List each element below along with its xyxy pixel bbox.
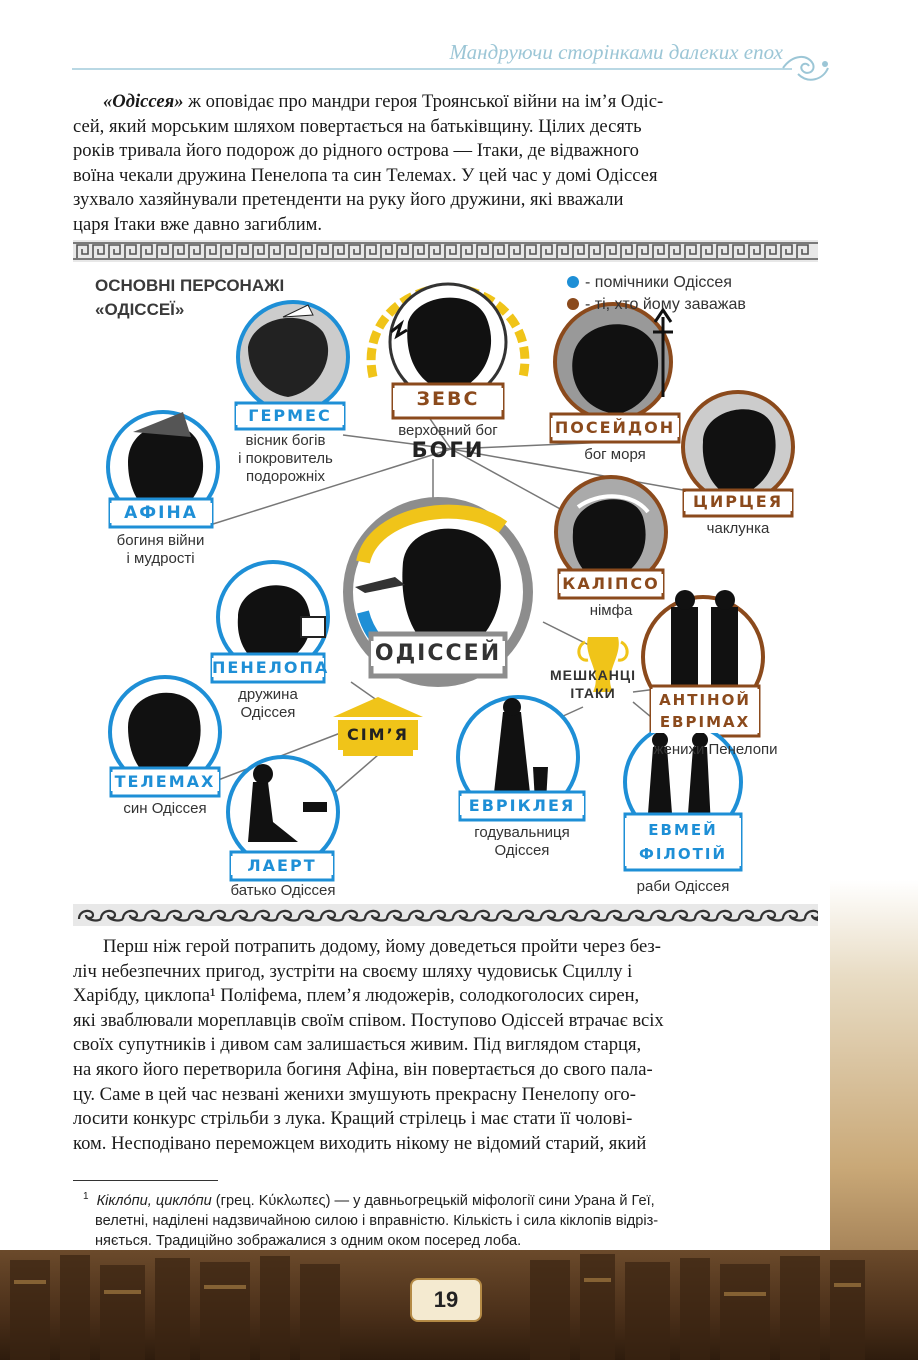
calypso-caption: німфа — [589, 602, 633, 619]
poseidon-caption: бог моря — [584, 446, 646, 463]
athena-name: АФІНА — [110, 503, 212, 523]
poseidon-name: ПОСЕЙДОН — [551, 418, 679, 437]
athena-caption — [98, 532, 223, 568]
diagram-title-line: ОСНОВНІ ПЕРСОНАЖІ — [95, 276, 285, 295]
greek-wave-border-bottom — [73, 904, 818, 926]
intro-paragraph — [73, 90, 818, 238]
suitors-names — [651, 689, 759, 733]
body-line: які зваблювали мореплавців своїм співом. Поступово Одіссей втрачає всіх — [73, 1009, 664, 1031]
running-header: Мандруючи сторінками далеких епох — [449, 40, 783, 64]
zeus-name: ЗЕВС — [393, 388, 503, 410]
footnote — [83, 1187, 818, 1251]
servant-name: ФІЛОТІЙ — [638, 845, 728, 863]
header-ornament-icon — [778, 46, 833, 86]
gods-hub: БОГИ — [411, 438, 485, 462]
caption-line: богиня війни — [116, 532, 205, 549]
calypso-name: КАЛІПСО — [559, 574, 663, 593]
greek-key-border-top — [73, 240, 818, 262]
brown-dot-icon — [567, 298, 579, 310]
laertes-name: ЛАЕРТ — [231, 856, 333, 875]
diagram-title — [95, 274, 284, 322]
intro-line: воїна чекали дружина Пенелопа та син Телемах. У цей час у домі Одіссея — [73, 164, 658, 186]
telemachus-caption: син Одіссея — [123, 800, 207, 817]
servant-name: ЕВМЕЙ — [648, 821, 718, 839]
intro-line: сей, який морським шляхом повертається на батьківщину. Цілих десять — [73, 115, 642, 137]
body-line: лосити конкурс стрільби з лука. Кращий стрілець і має стати її чолові- — [73, 1108, 633, 1130]
legend-item-opponents — [567, 296, 746, 314]
eurycleia-caption — [460, 824, 584, 860]
caption-line: вісник богів — [245, 432, 326, 449]
caption-line: і покровитель — [238, 450, 333, 467]
footnote-line: няється. Традиційно зображалися з одним оком посеред лоба. — [95, 1232, 522, 1249]
telemachus-name: ТЕЛЕМАХ — [111, 772, 219, 791]
body-paragraph — [73, 935, 818, 1156]
suitor-name: АНТІНОЙ — [659, 691, 751, 709]
laertes-caption: батько Одіссея — [230, 882, 336, 899]
servants-caption: раби Одіссея — [636, 878, 730, 895]
eurycleia-name: ЕВРІКЛЕЯ — [460, 796, 584, 815]
footnote-marker: 1 — [83, 1191, 89, 1202]
diagram-title-line: «ОДІССЕЇ» — [95, 300, 185, 319]
legend-label: - помічники Одіссея — [585, 274, 732, 291]
caption-line: дружина — [238, 686, 298, 703]
intro-line: років тривала його подорож до рідного острова — Ітаки, де відважного — [73, 140, 639, 162]
suitors-caption: женихи Пенелопи — [653, 741, 778, 758]
family-hub: СІМ’Я — [346, 725, 409, 744]
intro-bold-term: «Одіссея» — [103, 91, 184, 112]
page-number: 19 — [410, 1278, 482, 1322]
odysseus-name: ОДІССЕЙ — [371, 641, 505, 666]
caption-line: подорожніх — [246, 468, 325, 485]
footnote-line: велетні, наділені надзвичайною силою і вправністю. Кількість і сила кіклопів відріз- — [95, 1212, 659, 1229]
intro-line: ж оповідає про мандри героя Троянської війни на ім’я Одіс- — [183, 91, 664, 112]
body-line: ком. Несподівано переможцем виходить нікому не відомий старий, який — [73, 1132, 647, 1154]
zeus-caption: верховний бог — [398, 422, 498, 439]
penelope-caption — [212, 686, 324, 722]
suitor-name: ЕВРІМАХ — [659, 713, 751, 731]
characters-diagram — [73, 262, 818, 902]
legend-label: - ті, хто йому заважав — [585, 296, 746, 313]
footnote-rule — [73, 1180, 218, 1181]
circe-caption: чаклунка — [706, 520, 770, 537]
circe-name: ЦИРЦЕЯ — [684, 492, 792, 511]
penelope-name: ПЕНЕЛОПА — [212, 658, 330, 677]
hermes-caption — [223, 432, 348, 486]
hub-line: ІТАКИ — [570, 685, 616, 701]
poseidon-portrait — [555, 304, 673, 420]
header-rule — [72, 68, 792, 70]
legend-item-helpers — [567, 274, 746, 292]
body-line: на якого його перетворила богиня Афіна, він повертається до свого пала- — [73, 1058, 653, 1080]
hub-line: МЕШКАНЦІ — [550, 667, 636, 683]
footnote-term: Кікло́пи, цикло́пи — [96, 1192, 212, 1209]
body-line: Перш ніж герой потрапить додому, йому доведеться пройти через без- — [103, 936, 661, 957]
caption-line: Одіссея — [240, 704, 296, 721]
caption-line: годувальниця — [474, 824, 570, 841]
caption-line: і мудрості — [126, 550, 195, 567]
body-line: цу. Саме в цей час незвані женихи змушують прекрасну Пенелопу ого- — [73, 1083, 636, 1105]
servants-names — [625, 818, 741, 866]
intro-line: царя Ітаки вже давно загиблим. — [73, 213, 323, 235]
footnote-line: (грец. Κύκλωπες) — у давньогрецькій міфології сини Урана й Геї, — [211, 1192, 655, 1209]
intro-line: зухвало хазяйнували претенденти на руку його дружини, які вважали — [73, 189, 624, 211]
body-line: ліч небезпечних пригод, зустріти на своєму шляху чудовиськ Сциллу і — [73, 960, 633, 982]
ithaca-hub — [543, 666, 643, 702]
blue-dot-icon — [567, 276, 579, 288]
hermes-name: ГЕРМЕС — [236, 406, 344, 425]
body-line: Харібду, циклопа¹ Поліфема, плем’я людожерів, солодкоголосих сирен, — [73, 985, 640, 1007]
circe-portrait — [683, 392, 793, 502]
legend — [567, 274, 746, 314]
body-line: своїх супутників і дивом сам залишається живим. Під виглядом старця, — [73, 1034, 642, 1056]
caption-line: Одіссея — [494, 842, 550, 859]
